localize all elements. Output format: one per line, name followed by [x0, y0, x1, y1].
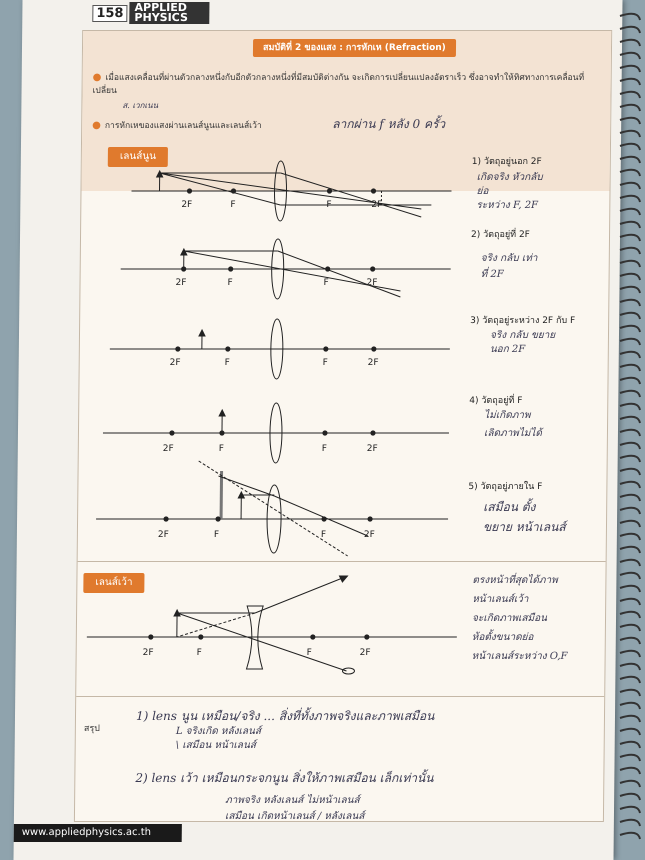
case-title: 1) วัตถุอยู่นอก 2F	[471, 157, 542, 167]
case-title: 3) วัตถุอยู่ระหว่าง 2F กับ F	[470, 316, 576, 326]
binding-ring-icon	[620, 391, 640, 397]
binding-ring-icon	[620, 612, 640, 618]
focal-mark	[342, 668, 354, 674]
binding-ring-icon	[620, 547, 640, 553]
answer-line: ภาพจริง หลังเลนส์ ไม่หน้าเลนส์	[225, 795, 360, 806]
axis-label-2f: 2F	[175, 278, 187, 288]
virtual-image-arrow	[221, 471, 222, 519]
case-title: 2) วัตถุอยู่ที่ 2F	[470, 230, 530, 240]
axis-label-f: F	[321, 444, 328, 454]
ray	[277, 251, 400, 297]
arrow-head-icon	[219, 410, 225, 416]
applied-physics-logo: APPLIED PHYSICS	[129, 2, 209, 24]
binding-ring-icon	[620, 495, 640, 501]
answer-line: จริง กลับ เท่า	[480, 253, 538, 264]
axis-label-2f: 2F	[169, 358, 181, 368]
content-panel	[74, 30, 612, 822]
binding-ring-icon	[620, 482, 640, 488]
binding-ring-icon	[620, 443, 640, 449]
binding-ring-icon	[620, 820, 640, 826]
handwritten-note: ลากผ่าน f หลัง 0 ครั้ว	[332, 117, 446, 131]
answer-line: นอก 2F	[489, 344, 526, 355]
binding-ring-icon	[620, 352, 640, 358]
binding-ring-icon	[620, 313, 640, 319]
ray	[176, 613, 347, 671]
axis-label-2f: 2F	[366, 444, 378, 454]
binding-ring-icon	[620, 469, 640, 475]
binding-ring-icon	[620, 729, 640, 735]
binding-ring-icon	[620, 560, 640, 566]
ray	[255, 576, 347, 613]
arrow-head-icon	[181, 249, 187, 255]
diagram-case-3	[110, 319, 451, 379]
page-header	[92, 2, 209, 24]
binding-ring-icon	[620, 807, 640, 813]
summary-label: สรุป	[83, 724, 100, 734]
footer-url: www.appliedphysics.ac.th	[14, 824, 182, 842]
binding-ring-icon	[620, 79, 640, 85]
ray-diagrams	[76, 31, 611, 691]
convex-lens-tag: เลนส์นูน	[108, 147, 168, 167]
binding-ring-icon	[620, 118, 640, 124]
binding-ring-icon	[620, 430, 640, 436]
binding-ring-icon	[620, 300, 640, 306]
answer-line: ตรงหน้าที่สุดได้ภาพ	[472, 575, 558, 586]
answer-line: จริง กลับ ขยาย	[489, 330, 556, 341]
section-title: สมบัติที่ 2 ของแสง : การหักเห (Refraction)	[253, 39, 456, 57]
axis-label-2f: 2F	[162, 444, 174, 454]
binding-ring-icon	[620, 638, 640, 644]
binding-ring-icon	[620, 651, 640, 657]
axis-label-2f: 2F	[359, 648, 371, 658]
binding-ring-icon	[620, 755, 640, 761]
diagram-case-2	[120, 239, 451, 299]
bullet-text: การหักเหของแสงผ่านเลนส์นูนและเลนส์เว้า	[104, 121, 262, 131]
answer-line: ห้อตั้งขนาดย่อ	[471, 632, 534, 643]
diagram-case-4	[103, 403, 450, 463]
axis-label-2f: 2F	[366, 278, 378, 288]
diagram-case-1	[131, 161, 452, 221]
answer-line: ไม่เกิดภาพ	[484, 410, 531, 421]
binding-ring-icon	[620, 40, 640, 46]
binding-ring-icon	[620, 521, 640, 527]
binding-ring-icon	[620, 27, 640, 33]
binding-ring-icon	[620, 833, 640, 839]
binding-ring-icon	[620, 170, 640, 176]
binding-ring-icon	[620, 586, 640, 592]
binding-ring-icon	[620, 781, 640, 787]
binding-ring-icon	[620, 404, 640, 410]
ray	[218, 476, 274, 496]
ray	[280, 173, 421, 217]
binding-ring-icon	[620, 365, 640, 371]
binding-ring-icon	[620, 742, 640, 748]
answer-line: \ เสมือน หน้าเลนส์	[175, 740, 256, 751]
axis-label-f: F	[218, 444, 225, 454]
binding-ring-icon	[620, 209, 640, 215]
binding-ring-icon	[620, 222, 640, 228]
binding-ring-icon	[620, 677, 640, 683]
summary-line: 2) lens เว้า เหมือนกระจกนูน สิ่งให้ภาพเสมือน เล็กเท่านั้น	[135, 771, 434, 785]
workbook-page	[13, 0, 622, 860]
axis-label-f: F	[322, 358, 328, 368]
axis-label-f: F	[213, 530, 220, 540]
axis-label-2f: 2F	[142, 648, 154, 658]
binding-ring-icon	[620, 248, 640, 254]
spiral-binding	[618, 10, 642, 840]
bullet-dot-icon: ●	[92, 120, 101, 131]
binding-ring-icon	[620, 703, 640, 709]
binding-ring-icon	[620, 105, 640, 111]
axis-label-2f: 2F	[157, 530, 169, 540]
binding-ring-icon	[620, 456, 640, 462]
axis-label-2f: 2F	[371, 200, 383, 210]
binding-ring-icon	[620, 183, 640, 189]
answer-line: ขยาย หน้าเลนส์	[482, 520, 566, 534]
binding-ring-icon	[620, 599, 640, 605]
page-number: 158	[92, 5, 127, 22]
answer-line: เสมือน เกิดหน้าเลนส์ / หลังเลนส์	[224, 811, 365, 822]
binding-ring-icon	[620, 508, 640, 514]
binding-ring-icon	[620, 274, 640, 280]
summary-subnote	[225, 793, 365, 825]
binding-ring-icon	[620, 235, 640, 241]
axis-label-f: F	[306, 648, 312, 658]
binding-ring-icon	[620, 53, 640, 59]
axis-label-2f: 2F	[181, 200, 193, 210]
bullet-text: เมื่อแสงเคลื่อนที่ผ่านตัวกลางหนึ่งกับอีกตัวกลางหนึ่งที่มีสมบัติต่างกัน จะเกิดการเปลี่ยนแปลงอัตราเร็ว ซึ่งอาจทำให้ทิศทางการเคลื่อนที่เปลี่ยน	[92, 73, 585, 96]
diagram-case-5	[96, 461, 449, 556]
axis-label-f: F	[196, 648, 202, 658]
binding-ring-icon	[620, 196, 640, 202]
binding-ring-icon	[620, 326, 640, 332]
binding-ring-icon	[620, 144, 640, 150]
bullet-dot-icon: ●	[92, 72, 102, 83]
binding-ring-icon	[620, 664, 640, 670]
axis-label-f: F	[320, 530, 327, 540]
binding-ring-icon	[620, 339, 640, 345]
binding-ring-icon	[620, 534, 640, 540]
answer-line: ระหว่าง F, 2F	[476, 200, 539, 211]
axis-label-f: F	[230, 200, 236, 210]
answer-line: เสมือน ตั้ง	[483, 500, 536, 514]
answer-line: L จริงเกิด หลังเลนส์	[175, 726, 262, 737]
axis-label-2f: 2F	[367, 358, 379, 368]
binding-ring-icon	[620, 625, 640, 631]
summary-line: 1) lens นูน เหมือน/จริง ... สิ่งที่ทั้งภาพจริงและภาพเสมือน	[135, 709, 435, 723]
binding-ring-icon	[620, 716, 640, 722]
binding-ring-icon	[620, 66, 640, 72]
answer-line: หน้าเลนส์เว้า	[472, 594, 529, 605]
summary-subnote	[176, 725, 261, 753]
axis-label-f: F	[326, 200, 332, 210]
concave-lens-tag: เลนส์เว้า	[83, 573, 144, 593]
answer-line: ย่อ	[476, 186, 489, 197]
answer-line: หน้าเลนส์ระหว่าง O,F	[471, 651, 568, 662]
binding-ring-icon	[620, 768, 640, 774]
binding-ring-icon	[620, 157, 640, 163]
answer-line: จะเกิดภาพเสมือน	[471, 613, 548, 624]
binding-ring-icon	[620, 417, 640, 423]
answer-line: เลิดภาพไม่ได้	[483, 428, 543, 439]
answer-line: เกิดจริง หัวกลับ	[476, 172, 543, 183]
binding-ring-icon	[620, 14, 640, 20]
arrow-head-icon	[339, 576, 347, 582]
binding-ring-icon	[620, 92, 640, 98]
answer-line: ที่ 2F	[480, 269, 504, 280]
section-divider	[76, 696, 604, 697]
binding-ring-icon	[620, 378, 640, 384]
binding-ring-icon	[620, 131, 640, 137]
binding-ring-icon	[620, 690, 640, 696]
handwritten-note: ส. เวกเนน	[122, 101, 159, 110]
case-title: 5) วัตถุอยู่ภายใน F	[468, 482, 543, 492]
axis-label-f: F	[227, 278, 233, 288]
axis-label-f: F	[224, 358, 230, 368]
axis-label-f: F	[323, 278, 329, 288]
binding-ring-icon	[620, 794, 640, 800]
diagram-concave	[86, 576, 457, 674]
axis-label-2f: 2F	[363, 530, 375, 540]
arrow-head-icon	[199, 330, 205, 336]
ray	[159, 173, 280, 205]
binding-ring-icon	[620, 261, 640, 267]
binding-ring-icon	[620, 287, 640, 293]
case-title: 4) วัตถุอยู่ที่ F	[469, 396, 523, 406]
binding-ring-icon	[620, 573, 640, 579]
